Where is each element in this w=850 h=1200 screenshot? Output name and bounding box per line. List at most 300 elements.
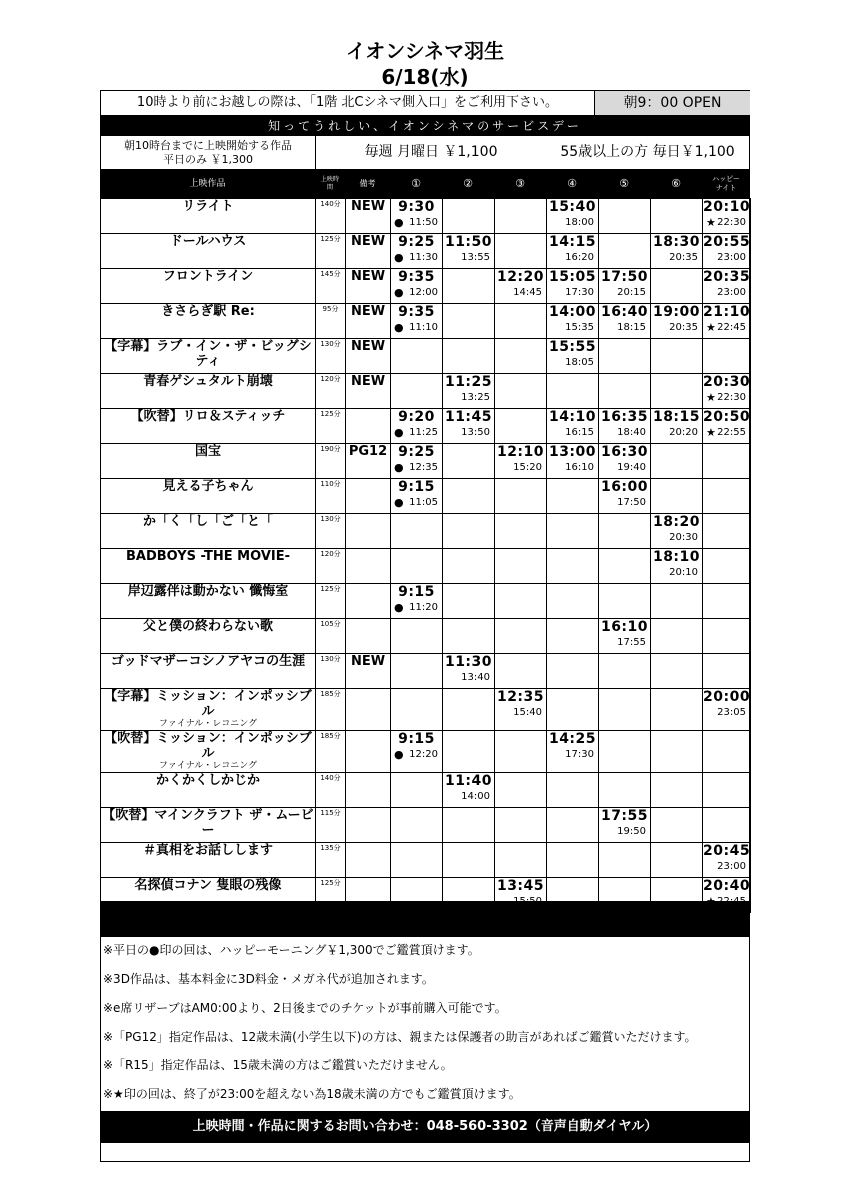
end-time-line [703,706,750,720]
end-time-line [599,825,650,839]
page-date: 6/18(水) [381,65,469,89]
showtime-cell [547,479,599,514]
end-time: 20:20 [669,427,698,438]
end-time: 20:35 [669,252,698,263]
movie-title: フロントライン [162,269,254,284]
movie-note [346,731,391,773]
showtime-cell [599,773,651,808]
showtime-cell [443,339,495,374]
showtime-cell [495,479,547,514]
end-time: 11:10 [409,322,438,333]
end-time-line [547,461,598,475]
start-time: 15:55 [548,339,597,355]
showtime-cell [391,339,443,374]
start-time: 9:25 [398,444,435,460]
showtime-cell [651,339,703,374]
movie-title: ゴッドマザーコシノアヤコの生涯 [110,654,306,669]
showtime-cell [651,269,703,304]
showtime-cell [391,199,443,234]
happy-morning-mark: ● [394,286,404,299]
schedule-table [100,198,751,913]
movie-title: かくかくしかじか [155,773,260,788]
contact-bar: 上映時間・作品に関するお問い合わせ：048-560-3302（音声自動ダイヤル） [100,1111,750,1143]
movie-runtime: 135分 [316,843,346,878]
showtime-cell [547,234,599,269]
end-time-line [547,356,598,370]
movie-row [101,731,751,773]
happy-night-cell [703,199,751,234]
footnote-6: ※★印の回は、終了が23:00を超えない為18歳未満の方でもご鑑賞頂けます。 [103,1087,521,1101]
end-time: 15:40 [513,707,542,718]
showtime-cell [391,234,443,269]
showtime-cell [547,773,599,808]
showtime-cell [443,654,495,689]
happy-night-cell [703,584,751,619]
showtime-cell [547,514,599,549]
movie-row [101,549,751,584]
end-time-line [547,251,598,265]
showtime-cell [495,549,547,584]
movie-title-cell [101,584,316,619]
end-time-line [703,216,750,230]
showtime-cell [443,409,495,444]
col-screen-1: ① [411,177,421,190]
movie-runtime: 145分 [316,269,346,304]
showtime-cell [651,479,703,514]
start-time: 14:00 [548,304,597,320]
showtime-cell [599,199,651,234]
movie-note: NEW [346,374,391,409]
end-time-line [599,286,650,300]
start-time: 9:15 [398,479,435,495]
movie-row [101,444,751,479]
showtime-cell [599,234,651,269]
happy-night-cell [703,269,751,304]
happy-night-cell [703,234,751,269]
happy-night-cell [703,304,751,339]
end-time: 17:55 [617,637,646,648]
start-time: 16:35 [600,409,649,425]
movie-title: か「く「し「ご「と「 [142,514,273,529]
start-time: 9:20 [398,409,435,425]
showtime-cell [495,444,547,479]
movie-runtime: 185分 [316,689,346,731]
end-time: 23:00 [717,252,746,263]
start-time: 14:10 [548,409,597,425]
movie-note [346,479,391,514]
showtime-cell [391,514,443,549]
showtime-cell [599,479,651,514]
showtime-cell [443,234,495,269]
end-time: 12:35 [409,462,438,473]
end-time: 14:45 [513,287,542,298]
movie-row [101,269,751,304]
open-time: 朝9：00 OPEN [594,91,750,115]
movie-row [101,409,751,444]
start-time: 9:35 [398,304,435,320]
movie-note [346,773,391,808]
star-mark: ★ [706,426,716,439]
end-time: 13:50 [461,427,490,438]
end-time: 11:30 [409,252,438,263]
showtime-cell [651,199,703,234]
showtime-cell [547,304,599,339]
end-time-line [391,748,442,762]
end-time-line [547,286,598,300]
end-time-line [391,601,442,615]
showtime-cell [443,808,495,843]
movie-row [101,339,751,374]
movie-note [346,689,391,731]
end-time-line [651,426,702,440]
happy-night-cell [703,374,751,409]
end-time: 16:20 [565,252,594,263]
start-time: 18:30 [652,234,701,250]
end-time-line [391,496,442,510]
end-time: 19:50 [617,826,646,837]
movie-title: 【吹替】リロ＆スティッチ [130,409,286,424]
showtime-cell [547,339,599,374]
happy-morning-mark: ● [394,601,404,614]
showtime-cell [391,444,443,479]
end-time-line [703,391,750,405]
movie-note: NEW [346,304,391,339]
showtime-cell [651,843,703,878]
movie-note: NEW [346,339,391,374]
end-time-line [599,321,650,335]
end-time-line [391,251,442,265]
movie-note: NEW [346,654,391,689]
happy-night-cell [703,479,751,514]
showtime-cell [599,654,651,689]
start-time: 21:10 [703,304,751,320]
end-time-line [547,321,598,335]
movie-title-cell [101,549,316,584]
start-time: 9:15 [398,584,435,600]
movie-row [101,689,751,731]
movie-row [101,843,751,878]
happy-morning-mark: ● [394,216,404,229]
start-time: 20:30 [703,374,751,390]
happy-morning-mark: ● [394,251,404,264]
movie-title-cell [101,514,316,549]
movie-note [346,549,391,584]
showtime-cell [391,304,443,339]
start-time: 11:30 [444,654,493,670]
table-header [100,170,750,198]
end-time-line [651,321,702,335]
start-time: 9:25 [398,234,435,250]
end-time-line [547,748,598,762]
movie-title-cell [101,304,316,339]
end-time: 16:10 [565,462,594,473]
showtime-cell [599,514,651,549]
showtime-cell [443,689,495,731]
movie-runtime: 110分 [316,479,346,514]
end-time: 16:15 [565,427,594,438]
movie-runtime: 115分 [316,808,346,843]
movie-title-cell [101,689,316,731]
movie-subtitle: ファイナル・レコニング [158,719,258,729]
movie-row [101,514,751,549]
start-time: 16:30 [600,444,649,460]
showtime-cell [651,304,703,339]
movie-row [101,808,751,843]
end-time-line [391,461,442,475]
movie-title-cell [101,619,316,654]
showtime-cell [599,808,651,843]
start-time: 19:00 [652,304,701,320]
happy-night-cell [703,773,751,808]
end-time-line [495,286,546,300]
end-time: 13:25 [461,392,490,403]
movie-runtime: 120分 [316,549,346,584]
start-time: 11:25 [444,374,493,390]
col-note-header: 備考 [359,179,376,188]
showtime-cell [651,444,703,479]
movie-title: 青春ゲシュタルト崩壊 [143,374,273,389]
showtime-cell [547,619,599,654]
showtime-cell [391,654,443,689]
end-time-line [651,566,702,580]
end-time: 17:30 [565,287,594,298]
movie-note: NEW [346,269,391,304]
showtime-cell [391,409,443,444]
showtime-cell [443,549,495,584]
showtime-cell [651,773,703,808]
showtime-cell [547,689,599,731]
start-time: 15:05 [548,269,597,285]
end-time-line [495,461,546,475]
showtime-cell [391,619,443,654]
footnote-5: ※「R15」指定作品は、15歳未満の方はご鑑賞いただけません。 [103,1058,453,1072]
showtime-cell [391,269,443,304]
movie-note [346,409,391,444]
start-time: 12:35 [496,689,545,705]
showtime-cell [651,808,703,843]
end-time: 22:55 [717,427,746,438]
movie-title: リライト [182,199,234,214]
start-time: 11:50 [444,234,493,250]
footnote-4: ※「PG12」指定作品は、12歳未満(小学生以下)の方は、親または保護者の助言があればご鑑賞いただけます。 [103,1030,697,1044]
showtime-cell [651,514,703,549]
movie-note [346,584,391,619]
happy-night-cell [703,619,751,654]
movie-runtime: 125分 [316,234,346,269]
start-time: 14:25 [548,731,597,747]
start-time: 16:40 [600,304,649,320]
showtime-cell [599,584,651,619]
showtime-cell [495,843,547,878]
movie-title-cell [101,731,316,773]
showtime-cell [391,731,443,773]
showtime-cell [443,514,495,549]
monday-service: 毎週 月曜日 ￥1,100 [364,144,498,160]
start-time: 12:10 [496,444,545,460]
footnote-3: ※e席リザーブはAM0:00より、2日後までのチケットが事前購入可能です。 [103,1001,507,1015]
movie-row [101,374,751,409]
end-time-line [703,251,750,265]
end-time-line [443,251,494,265]
start-time: 17:55 [600,808,649,824]
end-time-line [443,790,494,804]
showtime-cell [599,843,651,878]
start-time: 11:45 [444,409,493,425]
movie-runtime: 130分 [316,339,346,374]
showtime-cell [651,731,703,773]
entrance-notice: 10時より前にお越しの際は、「1階 北Cシネマ側入口」をご利用下さい。 [136,95,559,110]
showtime-cell [495,234,547,269]
movie-runtime: 95分 [316,304,346,339]
start-time: 20:40 [703,878,751,894]
movie-runtime: 140分 [316,199,346,234]
showtime-cell [547,731,599,773]
showtime-cell [391,549,443,584]
movie-title-cell [101,843,316,878]
end-time: 11:20 [409,602,438,613]
star-mark: ★ [706,391,716,404]
col-screen-3: ③ [515,177,525,190]
end-time-line [703,426,750,440]
start-time: 20:35 [703,269,751,285]
showtime-cell [651,584,703,619]
happy-night-cell [703,339,751,374]
happy-night-cell [703,731,751,773]
showtime-cell [599,549,651,584]
showtime-cell [495,374,547,409]
movie-title: 見える子ちゃん [162,479,254,494]
showtime-cell [599,339,651,374]
movie-title: きさらぎ駅 Re: [161,304,255,319]
end-time: 20:35 [669,322,698,333]
showtime-cell [547,409,599,444]
happy-night-cell [703,514,751,549]
start-time: 9:15 [398,731,435,747]
movie-row [101,654,751,689]
end-time: 18:15 [617,322,646,333]
showtime-cell [599,731,651,773]
movie-row [101,584,751,619]
footnote-1: ※平日の●印の回は、ハッピーモーニング￥1,300でご鑑賞頂けます。 [103,943,480,957]
start-time: 20:55 [703,234,751,250]
showtime-cell [495,269,547,304]
happy-morning-mark: ● [394,496,404,509]
start-time: 12:20 [496,269,545,285]
end-time: 20:10 [669,567,698,578]
end-time: 22:30 [717,217,746,228]
movie-row [101,619,751,654]
start-time: 14:15 [548,234,597,250]
end-time-line [547,216,598,230]
movie-title: 【字幕】ラブ・イン・ザ・ビッグシティ [104,339,312,369]
movie-title: 父と僕の終わらない歌 [142,619,273,634]
showtime-cell [599,304,651,339]
end-time: 11:25 [409,427,438,438]
movie-note [346,808,391,843]
start-time: 16:10 [600,619,649,635]
movie-runtime: 125分 [316,409,346,444]
happy-night-cell [703,689,751,731]
movie-runtime: 140分 [316,773,346,808]
movie-note [346,843,391,878]
movie-note: PG12 [346,444,391,479]
service-prices [100,136,750,170]
showtime-cell [443,199,495,234]
end-time-line [443,391,494,405]
morning-service-line2: 平日のみ ￥1,300 [163,153,253,166]
movie-title-cell [101,199,316,234]
movie-title: 【吹替】ミッション：インポッシブル [104,731,312,761]
movie-title: 国宝 [194,444,221,459]
happy-morning-mark: ● [394,426,404,439]
star-mark: ★ [706,216,716,229]
start-time: 20:00 [703,689,751,705]
end-time-line [547,426,598,440]
showtime-cell [443,584,495,619]
movie-runtime: 130分 [316,514,346,549]
morning-service-line1: 朝10時台までに上映開始する作品 [124,139,292,152]
movie-title-cell [101,479,316,514]
star-mark: ★ [706,321,716,334]
movie-title-cell [101,269,316,304]
movie-note: NEW [346,234,391,269]
end-time: 13:40 [461,672,490,683]
showtime-cell [443,773,495,808]
showtime-cell [443,843,495,878]
morning-service [101,136,316,169]
col-screen-2: ② [463,177,473,190]
start-time: 13:00 [548,444,597,460]
end-time-line [703,321,750,335]
movie-row [101,234,751,269]
showtime-cell [495,654,547,689]
movie-row [101,199,751,234]
movie-title: ドールハウス [169,234,247,249]
end-time-line [703,286,750,300]
end-time: 11:05 [409,497,438,508]
end-time-line [599,426,650,440]
end-time-line [443,426,494,440]
end-time: 19:40 [617,462,646,473]
showtime-cell [651,409,703,444]
end-time-line [599,461,650,475]
col-happy-night: ハッピーナイト [712,175,740,192]
end-time: 23:00 [717,861,746,872]
showtime-cell [599,409,651,444]
movie-title-cell [101,374,316,409]
movie-runtime: 190分 [316,444,346,479]
end-time: 20:15 [617,287,646,298]
showtime-cell [495,689,547,731]
showtime-cell [651,654,703,689]
page-title: イオンシネマ羽生 [345,39,505,63]
end-time-line [651,531,702,545]
showtime-cell [495,304,547,339]
showtime-cell [547,808,599,843]
end-time-line [599,496,650,510]
start-time: 20:10 [703,199,751,215]
showtime-cell [495,731,547,773]
start-time: 15:40 [548,199,597,215]
showtime-cell [547,269,599,304]
movie-title-cell [101,409,316,444]
service-day-bar: 知ってうれしい、イオンシネマのサービスデー [100,116,750,136]
start-time: 20:45 [703,843,751,859]
movie-title: 名探偵コナン 隻眼の残像 [134,878,282,893]
movie-title: 岸辺露伴は動かない 懺悔室 [127,584,289,599]
showtime-cell [547,374,599,409]
end-time: 12:20 [409,749,438,760]
